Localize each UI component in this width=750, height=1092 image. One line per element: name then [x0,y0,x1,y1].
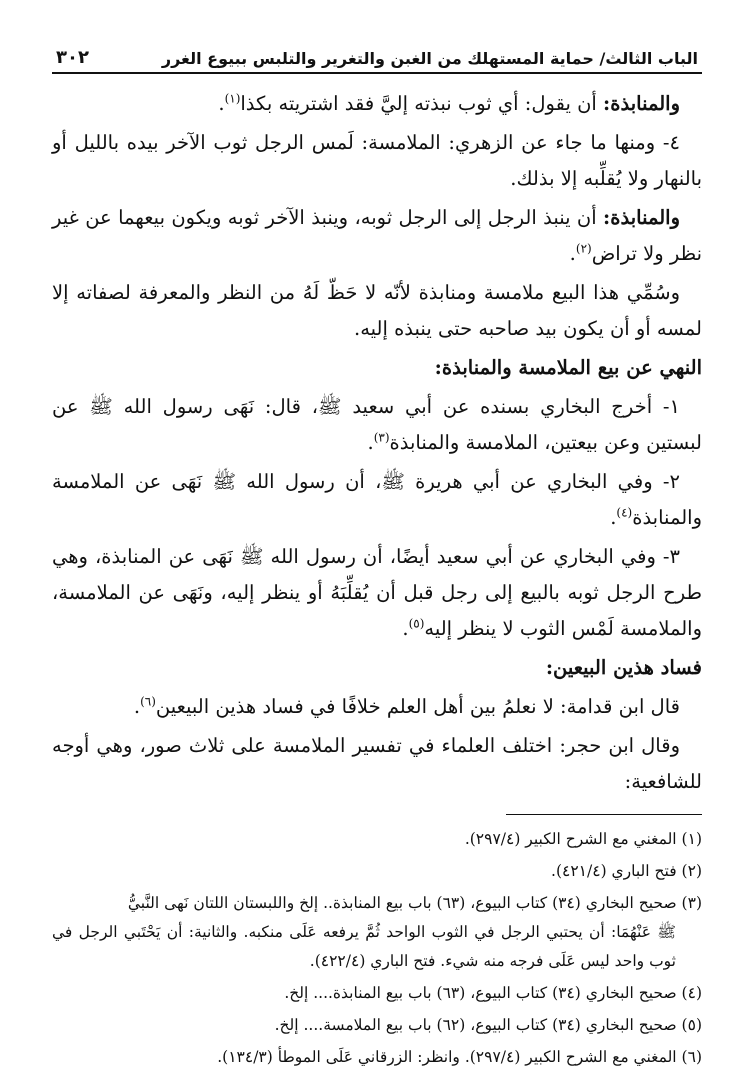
paragraph-text: وسُمِّي هذا البيع ملامسة ومنابذة لأنّه لا حَظّ لَهُ من النظر والمعرفة لصفاته إلا لمسه أو أن يكون بيد صاحبه حتى ينبذه إليه. [52,281,702,340]
footnote-number: (٢) [681,862,702,880]
footnote-continuation: ﷺ عَنْهُمَا: أن يحتبي الرجل في الثوب الواحد ثُمَّ يرفعه عَلَى منكبه. والثانية: أن يَحْتَبي الرجل في ثوب واحد ليس عَلَى فرجه منه شيء. فتح الباري (٤٢٢/٤). [52,923,676,970]
footnote-text: صحيح البخاري (٣٤) كتاب البيوع، (٦٣) باب بيع المنابذة.... إلخ. [284,984,677,1002]
footnote-text: المغني مع الشرح الكبير (٢٩٧/٤). وانظر: الزرقاني عَلَى الموطأ (١٣٤/٣). [217,1048,677,1066]
paragraph-end: . [402,617,409,640]
chapter-title: الباب الثالث/ حماية المستهلك من الغبن والتغرير والتلبس ببيوع الغرر [161,49,698,68]
footnote-ref: (٤) [616,505,633,520]
paragraph-text: ٤- ومنها ما جاء عن الزهري: الملامسة: لَمس الرجل ثوب الآخر بيده بالليل أو بالنهار ولا يُقلِّبه إلا بذلك. [52,131,702,190]
footnote-number: (٣) [681,894,702,912]
section-heading: فساد هذين البيعين: [545,656,702,679]
paragraph-text: ١- أخرج البخاري بسنده عن أبي سعيد ﷺ، قال: نَهَى رسول الله ﷺ عن لبستين وعن بيعتين، الملامسة والمنابذة [52,395,702,454]
paragraph [52,125,702,197]
paragraph [52,689,702,725]
footnote-number: (٦) [681,1048,702,1066]
paragraph [52,86,702,122]
paragraph-end: . [367,431,374,454]
page-number: ٣٠٢ [56,47,89,68]
term-label: والمنابذة: [603,206,680,229]
main-text [52,86,702,800]
footnote-text: صحيح البخاري (٣٤) كتاب البيوع، (٦٣) باب بيع المنابذة.. إلخ واللبستان اللتان نَهى النَّبيُّ [127,894,677,912]
section-heading: النهي عن بيع الملامسة والمنابذة: [434,356,702,379]
footnote-text: صحيح البخاري (٣٤) كتاب البيوع، (٦٢) باب بيع الملامسة.... إلخ. [274,1016,677,1034]
paragraph-text: أن يقول: أي ثوب نبذته إليَّ فقد اشتريته بكذا [240,92,604,115]
running-header [52,38,702,74]
paragraph [52,464,702,536]
paragraph-end: . [218,92,225,115]
footnote-number: (١) [681,830,702,848]
book-page [52,38,702,1075]
paragraph-text: ٣- وفي البخاري عن أبي سعيد أيضًا، أن رسول الله ﷺ نَهَى عن المنابذة، وهي طرح الرجل ثوبه بالبيع إلى رجل قبل أن يُقلِّبَهُ أو ينظر إليه، ونَهَى عن الملامسة، والملامسة لَمْس الثوب لا ينظر إليه [52,545,702,640]
footnote-ref: (١) [224,91,241,106]
paragraph [52,539,702,647]
paragraph-text: قال ابن قدامة: لا نعلمُ بين أهل العلم خلافًا في فساد هذين البيعين [155,695,680,718]
paragraph-end: . [610,506,617,529]
paragraph-text: أن ينبذ الرجل إلى الرجل ثوبه، وينبذ الآخر ثوبه ويكون بيعهما عن غير نظر ولا تراض [52,206,702,265]
footnote [52,979,702,1008]
footnote [52,1011,702,1040]
footnote-number: (٤) [681,984,702,1002]
paragraph-text: وقال ابن حجر: اختلف العلماء في تفسير الملامسة على ثلاث صور، وهي أوجه للشافعية: [52,734,702,793]
paragraph-end: . [133,695,141,718]
paragraph-end: . [569,242,576,265]
footnotes [52,825,702,1072]
footnote-text: المغني مع الشرح الكبير (٢٩٧/٤). [464,830,677,848]
paragraph [52,200,702,272]
footnote-text: فتح الباري (٤٢١/٤). [551,862,677,880]
footnote [52,1043,702,1072]
footnote-ref: (٦) [140,694,156,709]
footnote [52,825,702,854]
paragraph [52,389,702,461]
paragraph [52,275,702,347]
paragraph [52,728,702,800]
footnote [52,889,702,976]
footnote-ref: (٢) [575,241,592,256]
footnote-separator [506,814,702,815]
paragraph-text: ٢- وفي البخاري عن أبي هريرة ﷺ، أن رسول الله ﷺ نَهَى عن الملامسة والمنابذة [52,470,702,529]
footnote-ref: (٣) [373,430,390,445]
footnote [52,857,702,886]
footnote-ref: (٥) [408,616,425,631]
term-label: والمنابذة: [603,92,680,115]
footnote-number: (٥) [681,1016,702,1034]
